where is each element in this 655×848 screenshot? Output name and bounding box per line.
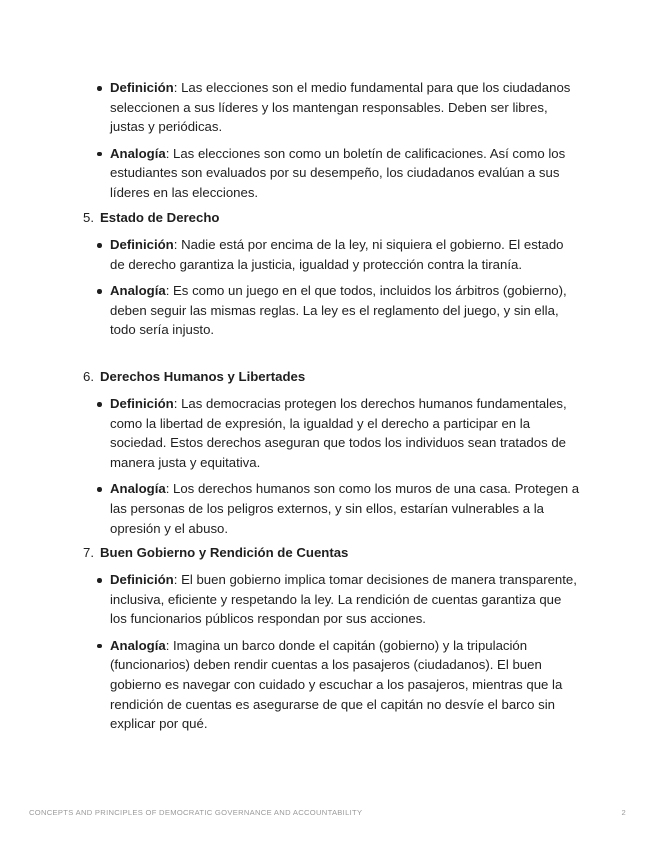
definition-bullet	[110, 78, 580, 137]
bullet-term: Definición	[110, 396, 174, 411]
section-heading	[83, 543, 348, 562]
bullet-text: : Es como un juego en el que todos, incluidos los árbitros (gobierno), deben seguir las mismas reglas. La ley es el reglamento del juego, y sin ella, todo sería injusto.	[110, 283, 567, 338]
bullet-term: Analogía	[110, 481, 166, 497]
definition-bullet	[110, 235, 580, 274]
analogy-bullet	[110, 281, 580, 340]
section-number: 6.	[83, 369, 94, 384]
section-number: 5.	[83, 210, 94, 225]
bullet-text: : Las elecciones son el medio fundamental para que los ciudadanos seleccionen a sus líderes y los mantengan responsables. Deben ser libres, justas y periódicas.	[110, 80, 571, 135]
section-heading	[83, 367, 305, 386]
definition-bullet	[110, 394, 580, 472]
bullet-term: Analogía	[110, 145, 166, 161]
bullet-term: Definición	[110, 80, 174, 95]
analogy-bullet	[110, 636, 580, 734]
bullet-term: Definición	[110, 572, 174, 587]
bullet-text: : Los derechos humanos son como los muros de una casa. Protegen a las personas de los peligros externos, y sin ellos, estarían vulnerables a la opresión y el abuso.	[110, 481, 580, 536]
section-title: Derechos Humanos y Libertades	[100, 369, 306, 384]
bullet-text: : Imagina un barco donde el capitán (gobierno) y la tripulación (funcionarios) deben rendir cuentas a los pasajeros (ciudadanos). El buen gobierno es navegar con cuidado y escuchar a los pasajeros, mientras que la rendición de cuentas es asegurarse de que el capitán no desvíe el barco sin explicar por qué.	[110, 637, 563, 732]
bullet-text: : El buen gobierno implica tomar decisiones de manera transparente, inclusiva, eficiente y respetando la ley. La rendición de cuentas garantiza que los funcionarios públicos respondan por sus acciones.	[110, 572, 577, 627]
section-bullet-list	[110, 570, 580, 734]
bullet-text: : Nadie está por encima de la ley, ni siquiera el gobierno. El estado de derecho garantiza la justicia, igualdad y protección contra la tiranía.	[110, 237, 564, 272]
analogy-bullet	[110, 479, 580, 538]
intro-bullet-list	[110, 78, 580, 203]
bullet-text: : Las elecciones son como un boletín de calificaciones. Así como los estudiantes son evaluados por su desempeño, los ciudadanos evalúan a sus líderes en las elecciones.	[110, 145, 566, 200]
page-number: 2	[621, 808, 626, 817]
section-title: Buen Gobierno y Rendición de Cuentas	[100, 545, 349, 560]
footer-title: CONCEPTS AND PRINCIPLES OF DEMOCRATIC GOVERNANCE AND ACCOUNTABILITY	[29, 808, 363, 817]
analogy-bullet	[110, 144, 580, 203]
section-heading	[83, 208, 219, 227]
section-number: 7.	[83, 545, 94, 560]
definition-bullet	[110, 570, 580, 629]
section-title: Estado de Derecho	[100, 210, 220, 225]
bullet-term: Analogía	[110, 283, 166, 299]
bullet-term: Definición	[110, 237, 174, 252]
section-bullet-list	[110, 394, 580, 538]
section-bullet-list	[110, 235, 580, 340]
bullet-text: : Las democracias protegen los derechos humanos fundamentales, como la libertad de expresión, la igualdad y el derecho a participar en la sociedad. Estos derechos aseguran que todos los individuos sean tratados de manera justa y equitativa.	[110, 396, 567, 470]
bullet-term: Analogía	[110, 637, 166, 653]
